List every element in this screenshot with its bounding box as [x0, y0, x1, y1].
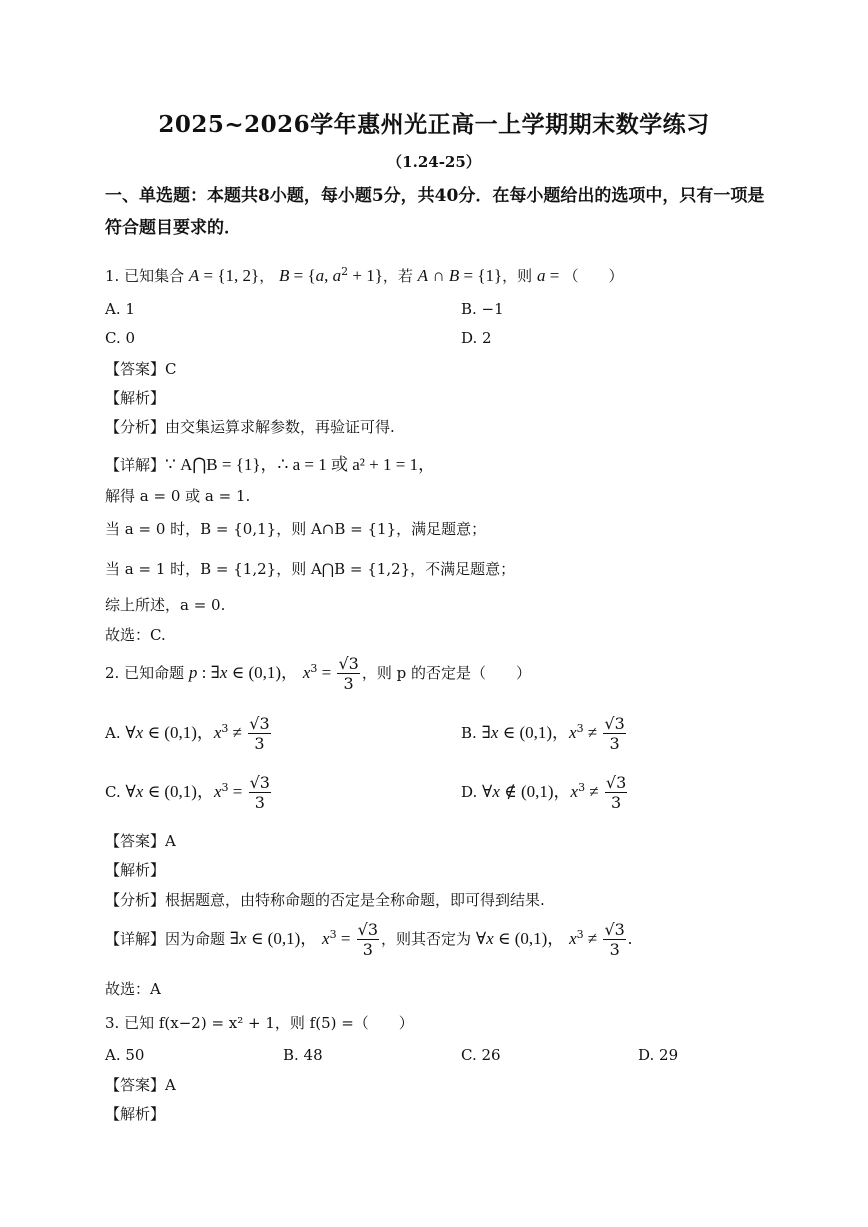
q3-option-d: D. 29	[638, 1046, 679, 1064]
q1-choice: 故选：C.	[105, 626, 166, 644]
q2-option-b: B. ∃x ∈ (0,1)，$x^3$ ≠ $\frac{√3}{3}$	[461, 714, 625, 753]
q1-stem: 1. 已知集合 A = {1, 2}， B = {a, $a^2 + 1$}，若 A ∩ B = {1}，则 a = （ ）	[105, 265, 624, 285]
q1-option-d: D. 2	[461, 329, 492, 347]
q3-option-a: A. 50	[105, 1046, 145, 1064]
q2-option-c: C. ∀x ∈ (0,1)，$x^3$ = $\frac{√3}{3}$	[105, 773, 270, 812]
q3-analysis-tag: 【解析】	[105, 1105, 166, 1123]
q1-option-b: B. −1	[461, 300, 504, 318]
page-subtitle: （1.24-25）	[387, 153, 481, 171]
section-heading: 一、单选题：本题共8小题，每小题5分，共40分．在每小题给出的选项中，只有一项是符合题目要求的．	[105, 186, 765, 238]
q1-case-1: 当 a = 0 时，B = {0,1}，则 A∩B = {1}，满足题意；	[105, 520, 487, 538]
q1-summary: 综上所述，a = 0.	[105, 596, 226, 614]
q1-case-2: 当 a = 1 时，B = {1,2}，则 A⋂B = {1,2}，不满足题意；	[105, 560, 516, 578]
q2-option-a: A. ∀x ∈ (0,1)，$x^3$ ≠ $\frac{√3}{3}$	[105, 714, 270, 753]
q2-detail: 【详解】因为命题 ∃x ∈ (0,1)， $x^3$ = $\frac{√3}{3}$ ，则其否定为 ∀x ∈ (0,1)， $x^3$ ≠ $\frac{√3}{3}$ .	[105, 920, 633, 959]
q1-detail: 【详解】∵ A⋂B = {1}，∴ a = 1 或 a² + 1 = 1，	[105, 455, 436, 474]
q2-analysis-tag: 【解析】	[105, 861, 166, 879]
q2-stem: 2. 已知命题 p : ∃x ∈ (0,1)， $x^3$ = $\frac{√3}{3}$ ，则 p 的否定是（ ）	[105, 654, 531, 693]
q1-option-c: C. 0	[105, 329, 136, 347]
q2-fenxi: 【分析】根据题意，由特称命题的否定是全称命题，即可得到结果.	[105, 891, 545, 909]
q1-solve: 解得 a = 0 或 a = 1.	[105, 487, 251, 505]
q3-option-c: C. 26	[461, 1046, 501, 1064]
q1-analysis-tag: 【解析】	[105, 389, 166, 407]
q3-stem: 3. 已知 f(x−2) = x² + 1，则 f(5) =（ ）	[105, 1014, 414, 1032]
q2-option-d: D. ∀x ∉ (0,1)，$x^3$ ≠ $\frac{√3}{3}$	[461, 773, 627, 812]
q1-option-a: A. 1	[105, 300, 135, 318]
q2-choice: 故选：A	[105, 980, 161, 998]
q1-fenxi: 【分析】由交集运算求解参数，再验证可得.	[105, 418, 395, 436]
q1-answer: 【答案】C	[105, 360, 177, 378]
page-title: 2025~2026学年惠州光正高一上学期期末数学练习	[158, 111, 710, 138]
q2-answer: 【答案】A	[105, 832, 176, 850]
q3-option-b: B. 48	[283, 1046, 323, 1064]
q3-answer: 【答案】A	[105, 1076, 176, 1094]
